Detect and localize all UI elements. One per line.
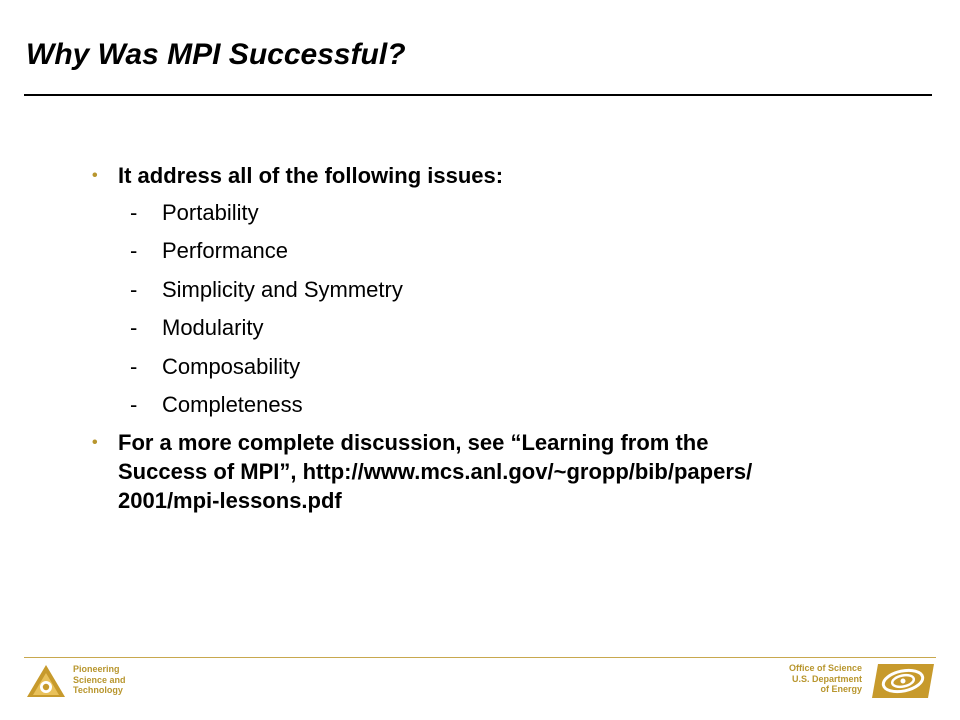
- sub-item-label: Completeness: [162, 392, 303, 417]
- footer-divider: [24, 657, 936, 658]
- sub-item-label: Portability: [162, 200, 259, 225]
- sub-item-completeness: [130, 392, 303, 418]
- doe-line: of Energy: [820, 684, 862, 694]
- bullet-text-line: Success of MPI”, http://www.mcs.anl.gov/~gropp/bib/papers/: [118, 459, 753, 484]
- argonne-tagline: [73, 664, 126, 696]
- bullet-discussion: [92, 428, 908, 515]
- sub-marker: -: [130, 354, 138, 379]
- sub-marker: -: [130, 238, 138, 263]
- sub-item-composability: [130, 354, 300, 380]
- sub-item-portability: [130, 200, 259, 226]
- doe-office-text: [789, 663, 862, 695]
- sub-marker: -: [130, 200, 138, 225]
- sub-item-label: Composability: [162, 354, 301, 379]
- doe-line: Office of Science: [788, 663, 862, 673]
- tagline-line: Technology: [73, 685, 123, 695]
- tagline-line: Science and: [73, 674, 126, 685]
- bullet-text: It address all of the following issues:: [118, 163, 504, 188]
- sub-item-modularity: [130, 315, 263, 341]
- sub-marker: -: [130, 315, 138, 340]
- bullet-text-line: 2001/mpi-lessons.pdf: [118, 488, 342, 513]
- doe-line: U.S. Department: [791, 673, 862, 684]
- slide-title: Why Was MPI Successful?: [26, 38, 406, 71]
- tagline-line: Pioneering: [73, 664, 120, 674]
- sub-marker: -: [130, 392, 138, 417]
- bullet-marker: •: [92, 167, 98, 184]
- sub-item-label: Simplicity and Symmetry: [162, 277, 403, 302]
- sub-item-label: Modularity: [162, 315, 264, 340]
- sub-marker: -: [130, 277, 138, 302]
- argonne-triangle-icon: [26, 664, 66, 698]
- sub-item-simplicity: [130, 277, 403, 303]
- bullet-marker: •: [92, 434, 98, 451]
- sub-item-performance: [130, 238, 288, 264]
- sub-item-label: Performance: [162, 238, 288, 263]
- doe-swirl-icon: [870, 662, 936, 700]
- bullet-issues: [92, 161, 908, 190]
- bullet-text-line: For a more complete discussion, see “Learning from the: [118, 430, 709, 455]
